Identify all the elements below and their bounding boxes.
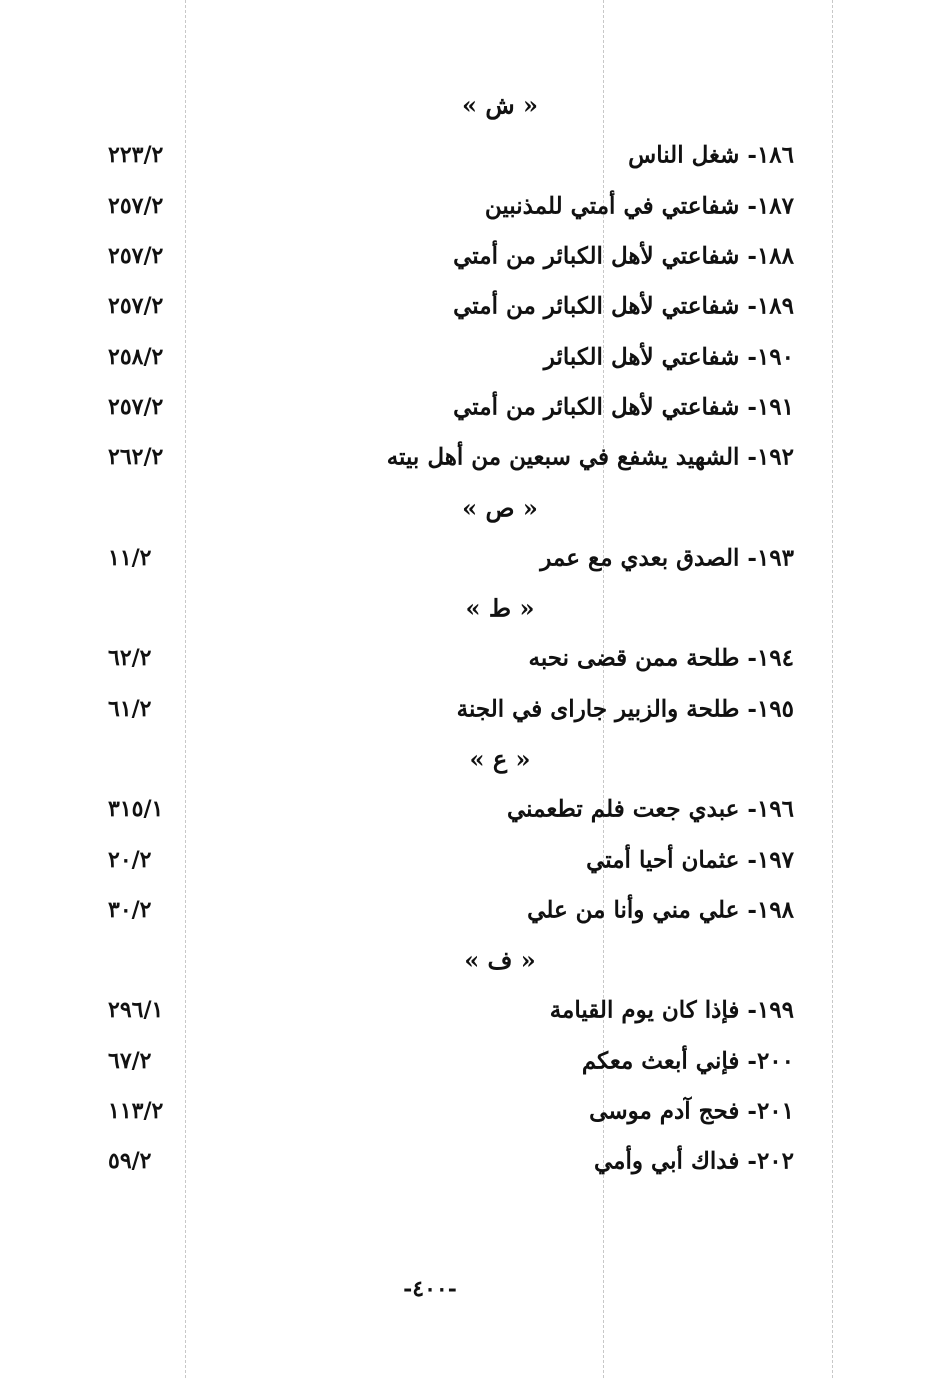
entry-text: الصدق بعدي مع عمر bbox=[540, 544, 740, 572]
entry-title bbox=[453, 243, 794, 270]
entry-reference: ٣١٥/١ bbox=[108, 796, 164, 823]
section-heading: « ف » bbox=[464, 945, 536, 975]
entry-reference: ٦٢/٢ bbox=[108, 645, 152, 672]
entry-number: ١٩٢- bbox=[747, 443, 794, 471]
index-entry bbox=[0, 432, 942, 482]
entry-text: عبدي جعت فلم تطعمني bbox=[507, 795, 740, 823]
entry-number: ١٨٧- bbox=[747, 192, 794, 220]
entry-text: علي مني وأنا من علي bbox=[527, 896, 740, 924]
entry-text: عثمان أحيا أمتي bbox=[586, 846, 740, 874]
entry-reference: ٥٩/٢ bbox=[108, 1148, 152, 1175]
index-entry bbox=[0, 231, 942, 281]
entry-text: فإني أبعث معكم bbox=[581, 1047, 740, 1075]
entry-reference: ٢٢٣/٢ bbox=[108, 142, 164, 169]
index-entry bbox=[0, 985, 942, 1035]
section-row bbox=[0, 734, 942, 784]
entry-text: شفاعتي لأهل الكبائر bbox=[543, 343, 740, 371]
index-entry bbox=[0, 834, 942, 884]
entry-text: شفاعتي لأهل الكبائر من أمتي bbox=[453, 242, 740, 270]
entry-reference: ٢٦٢/٢ bbox=[108, 444, 164, 471]
index-entry bbox=[0, 382, 942, 432]
entry-reference: ٢٩٦/١ bbox=[108, 997, 164, 1024]
entry-title bbox=[453, 393, 794, 420]
section-heading: « ط » bbox=[465, 593, 535, 623]
section-heading: « ع » bbox=[469, 744, 531, 774]
section-row bbox=[0, 583, 942, 633]
entry-reference: ٦٧/٢ bbox=[108, 1047, 152, 1074]
entry-number: ٢٠٢- bbox=[747, 1147, 794, 1175]
entry-title bbox=[544, 343, 794, 370]
section-row bbox=[0, 482, 942, 532]
entry-title bbox=[507, 796, 794, 823]
entry-title bbox=[527, 896, 794, 923]
entry-reference: ١١٣/٢ bbox=[108, 1098, 164, 1125]
entry-title bbox=[387, 444, 794, 471]
entry-reference: ٦١/٢ bbox=[108, 695, 152, 722]
entry-number: ١٩٥- bbox=[747, 695, 794, 723]
index-entry bbox=[0, 633, 942, 683]
entry-title bbox=[529, 645, 795, 672]
entry-text: الشهيد يشفع في سبعين من أهل بيته bbox=[386, 443, 740, 471]
index-entry bbox=[0, 1136, 942, 1186]
entry-number: ١٩٠- bbox=[747, 343, 794, 371]
entry-text: فإذا كان يوم القيامة bbox=[549, 996, 740, 1024]
entry-text: شغل الناس bbox=[628, 141, 740, 169]
entry-title bbox=[453, 293, 794, 320]
entry-number: ١٩١- bbox=[747, 393, 794, 421]
entry-number: ١٩٩- bbox=[747, 996, 794, 1024]
entry-number: ١٨٩- bbox=[747, 292, 794, 320]
index-entry bbox=[0, 533, 942, 583]
index-entry bbox=[0, 281, 942, 331]
entry-reference: ٢٥٧/٢ bbox=[108, 243, 164, 270]
index-entry bbox=[0, 1086, 942, 1136]
index-entry bbox=[0, 684, 942, 734]
entry-title bbox=[485, 192, 794, 219]
entry-title bbox=[589, 1098, 794, 1125]
index-entry bbox=[0, 885, 942, 935]
section-heading: « ش » bbox=[461, 90, 538, 120]
section-heading: « ص » bbox=[462, 493, 538, 523]
entry-text: شفاعتي لأهل الكبائر من أمتي bbox=[453, 393, 740, 421]
entry-reference: ١١/٢ bbox=[108, 544, 152, 571]
entry-title bbox=[550, 997, 794, 1024]
entry-title bbox=[628, 142, 794, 169]
entry-number: ١٩٦- bbox=[747, 795, 794, 823]
entry-text: شفاعتي لأهل الكبائر من أمتي bbox=[453, 292, 740, 320]
entry-text: فحج آدم موسى bbox=[589, 1097, 740, 1125]
entry-title bbox=[582, 1047, 794, 1074]
entry-reference: ٢٥٧/٢ bbox=[108, 393, 164, 420]
index-entry bbox=[0, 130, 942, 180]
entry-title bbox=[586, 846, 794, 873]
entry-text: شفاعتي في أمتي للمذنبين bbox=[484, 192, 740, 220]
entry-number: ٢٠٠- bbox=[747, 1047, 794, 1075]
entry-text: طلحة والزبير جاراى في الجنة bbox=[456, 695, 740, 723]
entry-title bbox=[540, 544, 794, 571]
entry-reference: ٢٥٨/٢ bbox=[108, 343, 164, 370]
page-number: -٤٠٠- bbox=[403, 1276, 457, 1302]
entry-reference: ٣٠/٢ bbox=[108, 896, 152, 923]
entry-reference: ٢٥٧/٢ bbox=[108, 192, 164, 219]
entry-title bbox=[457, 695, 794, 722]
entry-number: ١٨٨- bbox=[747, 242, 794, 270]
entry-number: ١٩٣- bbox=[747, 544, 794, 572]
section-row bbox=[0, 80, 942, 130]
section-row bbox=[0, 935, 942, 985]
entry-reference: ٢٥٧/٢ bbox=[108, 293, 164, 320]
entry-number: ١٨٦- bbox=[747, 141, 794, 169]
index-entry bbox=[0, 1036, 942, 1086]
index-entry bbox=[0, 331, 942, 381]
index-entry bbox=[0, 784, 942, 834]
entry-number: ١٩٨- bbox=[747, 896, 794, 924]
entry-text: طلحة ممن قضى نحبه bbox=[528, 644, 740, 672]
hadith-index-list bbox=[0, 80, 942, 1187]
entry-number: ٢٠١- bbox=[747, 1097, 794, 1125]
entry-reference: ٢٠/٢ bbox=[108, 846, 152, 873]
index-entry bbox=[0, 181, 942, 231]
entry-title bbox=[594, 1148, 794, 1175]
entry-number: ١٩٤- bbox=[747, 644, 794, 672]
entry-number: ١٩٧- bbox=[747, 846, 794, 874]
entry-text: فداك أبي وأمي bbox=[593, 1147, 740, 1175]
